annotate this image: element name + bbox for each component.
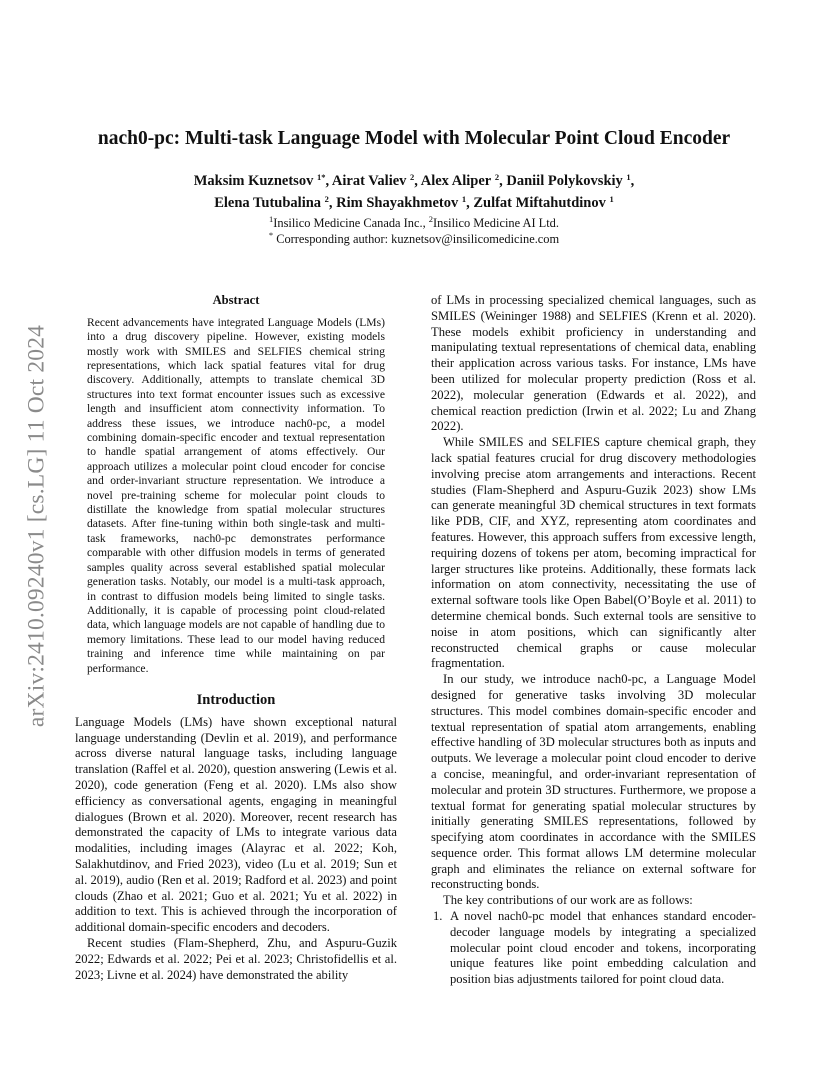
- author-separator: ,: [325, 173, 332, 189]
- author-name: Elena Tutubalina: [214, 195, 322, 211]
- author-affiliation-mark: 1: [626, 172, 631, 182]
- author-name: Maksim Kuznetsov: [193, 173, 314, 189]
- author-separator: ,: [328, 195, 337, 211]
- contribution-item: [431, 909, 756, 988]
- affiliation-mark: 2: [428, 214, 434, 224]
- intro-paragraph-3: While SMILES and SELFIES capture chemical graph, they lack spatial features crucial for drug discovery methodologies involving precise atom arrangements and interactions. Recent studies (Flam-Shepherd and Aspuru-Guzik 2023) show LMs can generate meaningful 3D chemical structures in text formats like PDB, CIF, and XYZ, representing atom coordinates and features. However, this approach suffers from excessive length, requiring dozens of tokens per atom, becoming impractical for larger structures like proteins. Additionally, these formats lack information on atom connectivity, necessitating the use of external software tools like Open Babel(O’Boyle et al. 2011) to determine chemical bonds. Such external tools are sensitive to noise in atom positions, which can significantly alter reconstructed chemical graphs or cause molecular fragmentation.: [431, 435, 756, 671]
- author-name: Daniil Polykovskiy: [506, 173, 623, 189]
- author-affiliation-mark: 1*: [316, 172, 326, 182]
- intro-paragraph-1: Language Models (LMs) have shown exceptional natural language understanding (Devlin et al. 2019), and performance across diverse natural language tasks, including language translation (Raffel et al. 2020), question answering (Lewis et al. 2020), code generation (Feng et al. 2020). LMs also show efficiency as conversational agents, engaging in meaningful dialogues (Brown et al. 2020). Moreover, recent research has demonstrated the capacity of LMs to integrate various data modalities, including images (Alayrac et al. 2022; Koh, Salakhutdinov, and Fried 2023), video (Lu et al. 2019; Sun et al. 2019), audio (Ren et al. 2019; Radford et al. 2023) and point clouds (Zhao et al. 2021; Guo et al. 2021; Yu et al. 2022) in addition to text. This is achieved through the incorporation of additional domain-specific encoders and decoders.: [75, 714, 397, 935]
- author-name: Airat Valiev: [331, 173, 407, 189]
- author-name: Zulfat Miftahutdinov: [473, 195, 606, 211]
- affiliation-org: Insilico Medicine AI Ltd.: [433, 216, 559, 230]
- corresponding-mark: *: [268, 230, 274, 240]
- abstract-heading: Abstract: [212, 293, 260, 307]
- author-name: Alex Aliper: [420, 173, 492, 189]
- affiliations: [150, 215, 678, 247]
- author-affiliation-mark: 1: [609, 194, 614, 204]
- abstract-text: Recent advancements have integrated Language Models (LMs) into a drug discovery pipeline. However, existing models mostly work with SMILES and SELFIES chemical string representations, which lack spatial features vital for drug discovery. Additionally, attempts to translate chemical 3D structures into text format encounter issues such as excessive length and insufficient atom connectivity information. To address these issues, we introduce nach0-pc, a model combining domain-specific encoder and textual representation to handle spatial arrangement of atoms effectively. Our approach utilizes a molecular point cloud encoder for concise and order-invariant structure representation. We introduce a novel pre-training scheme for molecular point clouds to distillate the knowledge from spatial molecular structures datasets. After fine-tuning within both single-task and multi-task frameworks, nach0-pc demonstrates performance comparable with other diffusion models in terms of generated samples quality across several established spatial molecular generation tasks. Notably, our model is a multi-task approach, in contrast to diffusion models being limited to single tasks. Additionally, it is capable of processing point cloud-related data, which language models are not capable of handling due to memory limitations. These lead to our model having reduced training and inference time while maintaining on par performance.: [87, 315, 385, 675]
- author-separator: ,: [630, 173, 635, 189]
- author-line-2: [95, 192, 733, 214]
- arxiv-identifier: arXiv:2410.09240v1 [cs.LG] 11 Oct 2024: [23, 324, 50, 728]
- paper-title: nach0-pc: Multi-task Language Model with Molecular Point Cloud Encoder: [97, 128, 731, 149]
- author-separator: ,: [414, 173, 421, 189]
- contributions-list: [431, 909, 756, 988]
- contribution-number: 1.: [433, 909, 443, 924]
- arxiv-sidebar: [14, 287, 60, 765]
- intro-paragraph-5: The key contributions of our work are as follows:: [443, 893, 693, 908]
- corresponding-text: Corresponding author: kuznetsov@insilicomedicine.com: [273, 232, 560, 246]
- author-affiliation-mark: 1: [461, 194, 467, 204]
- affiliation-mark: 1: [269, 214, 274, 224]
- author-list: [95, 170, 733, 214]
- contribution-text: A novel nach0-pc model that enhances standard encoder-decoder language models by integrating a specialized molecular point cloud encoder and tokens, incorporating unique features like point embedding calculation and position bias adjustments tailored for point cloud data.: [450, 909, 756, 987]
- author-affiliation-mark: 2: [494, 172, 500, 182]
- affiliation-line: [150, 215, 678, 231]
- affiliation-org: Insilico Medicine Canada Inc.,: [273, 216, 429, 230]
- corresponding-author: [150, 231, 678, 247]
- intro-paragraph-2-continued: of LMs in processing specialized chemical languages, such as SMILES (Weininger 1988) and SELFIES (Krenn et al. 2020). These models exhibit proficiency in understanding and manipulating textual representations of chemical data, enabling their application across various tasks. For instance, LMs have been utilized for molecular property prediction (Ross et al. 2022), molecular generation (Edwards et al. 2022), and chemical reaction prediction (Irwin et al. 2022; Lu and Zhang 2022).: [431, 293, 756, 434]
- left-column: [75, 293, 397, 983]
- author-line-1: [95, 170, 733, 192]
- author-separator: ,: [466, 195, 474, 211]
- intro-paragraph-4: In our study, we introduce nach0-pc, a Language Model designed for generative tasks involving 3D molecular structures. This model combines domain-specific encoder and textual representation of spatial atom arrangements, enabling effective handling of 3D molecular structures both as inputs and outputs. We leverage a molecular point cloud encoder to derive a concise, meaningful, and order-invariant representation of molecular and protein 3D structures. Furthermore, we propose a textual format for generating spatial molecular structures by initially generating SMILES representations, followed by specifying atom coordinates in accordance with the SMILES sequence order. This format allows LM determine molecular graph and eliminates the reliance on external software for reconstructing bonds.: [431, 672, 756, 892]
- right-column: [431, 293, 756, 988]
- author-affiliation-mark: 2: [410, 172, 415, 182]
- author-separator: ,: [499, 173, 507, 189]
- author-name: Rim Shayakhmetov: [336, 195, 459, 211]
- intro-paragraph-2: Recent studies (Flam-Shepherd, Zhu, and Aspuru-Guzik 2022; Edwards et al. 2022; Pei et al. 2023; Christofidellis et al. 2023; Livne et al. 2024) have demonstrated the ability: [75, 935, 397, 982]
- introduction-heading: Introduction: [196, 691, 276, 708]
- author-affiliation-mark: 2: [324, 194, 329, 204]
- abstract-body: [75, 316, 397, 676]
